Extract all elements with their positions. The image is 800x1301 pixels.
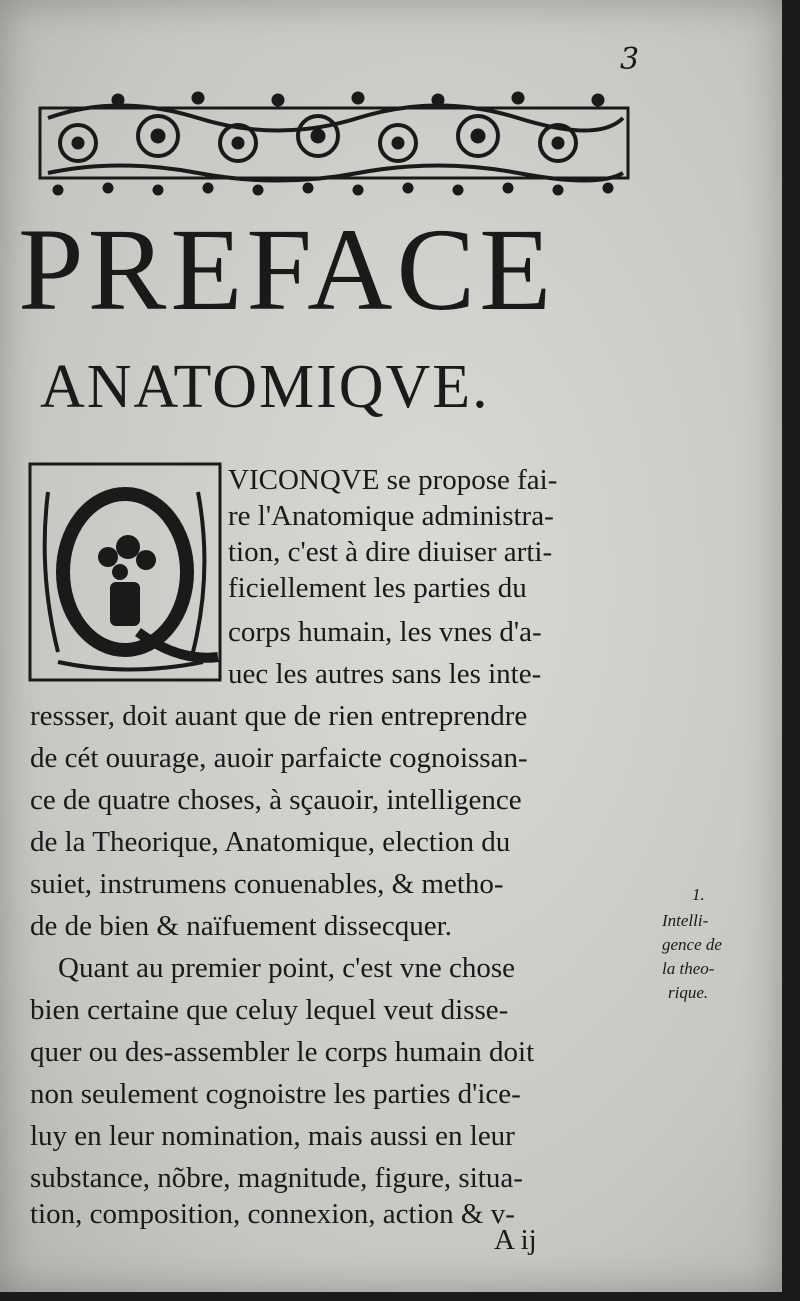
body-line-4: ficiellement les parties du bbox=[228, 572, 527, 604]
margin-note-line-2: gence de bbox=[662, 935, 722, 954]
body-line-17: luy en leur nomination, mais aussi en leur bbox=[30, 1120, 515, 1152]
margin-note-line-1: Intelli- bbox=[662, 911, 709, 930]
page-title: PREFACE bbox=[18, 204, 556, 335]
decorated-initial-q-icon bbox=[28, 462, 222, 682]
body-line-9: ce de quatre choses, à sçauoir, intelligence bbox=[30, 784, 522, 816]
body-line-10: de la Theorique, Anatomique, election du bbox=[30, 826, 511, 858]
body-line-19: tion, composition, connexion, action & v- bbox=[30, 1198, 515, 1230]
body-line-12: de de bien & naïfuement dissecquer. bbox=[30, 910, 452, 942]
margin-note-line-4: rique. bbox=[668, 983, 709, 1002]
floral-headpiece-icon bbox=[38, 88, 630, 200]
body-line-18: substance, nõbre, magnitude, figure, situa- bbox=[30, 1162, 523, 1194]
body-line-8: de cét ouurage, auoir parfaicte cognoissan- bbox=[30, 742, 528, 774]
body-line-7: ressser, doit auant que de rien entreprendre bbox=[30, 700, 528, 732]
page-number: 3 bbox=[620, 42, 640, 77]
body-line-2: re l'Anatomique administra- bbox=[228, 500, 554, 532]
body-line-6: uec les autres sans les inte- bbox=[228, 658, 542, 690]
body-line-16: non seulement cognoistre les parties d'ice- bbox=[30, 1078, 521, 1110]
body-line-11: suiet, instrumens conuenables, & metho- bbox=[30, 868, 504, 900]
body-line-15: quer ou des-assembler le corps humain doit bbox=[30, 1036, 535, 1068]
body-line-3: tion, c'est à dire diuiser arti- bbox=[228, 536, 553, 568]
margin-note-line-3: la theo- bbox=[662, 959, 715, 978]
body-line-1: VICONQVE se propose fai- bbox=[228, 464, 558, 496]
signature-mark: A ij bbox=[494, 1224, 537, 1256]
body-line-5: corps humain, les vnes d'a- bbox=[228, 616, 542, 648]
margin-note-number: 1. bbox=[692, 885, 705, 904]
body-line-13: Quant au premier point, c'est vne chose bbox=[58, 952, 515, 984]
page-subtitle: ANATOMIQVE. bbox=[40, 353, 490, 421]
body-line-14: bien certaine que celuy lequel veut disse- bbox=[30, 994, 509, 1026]
